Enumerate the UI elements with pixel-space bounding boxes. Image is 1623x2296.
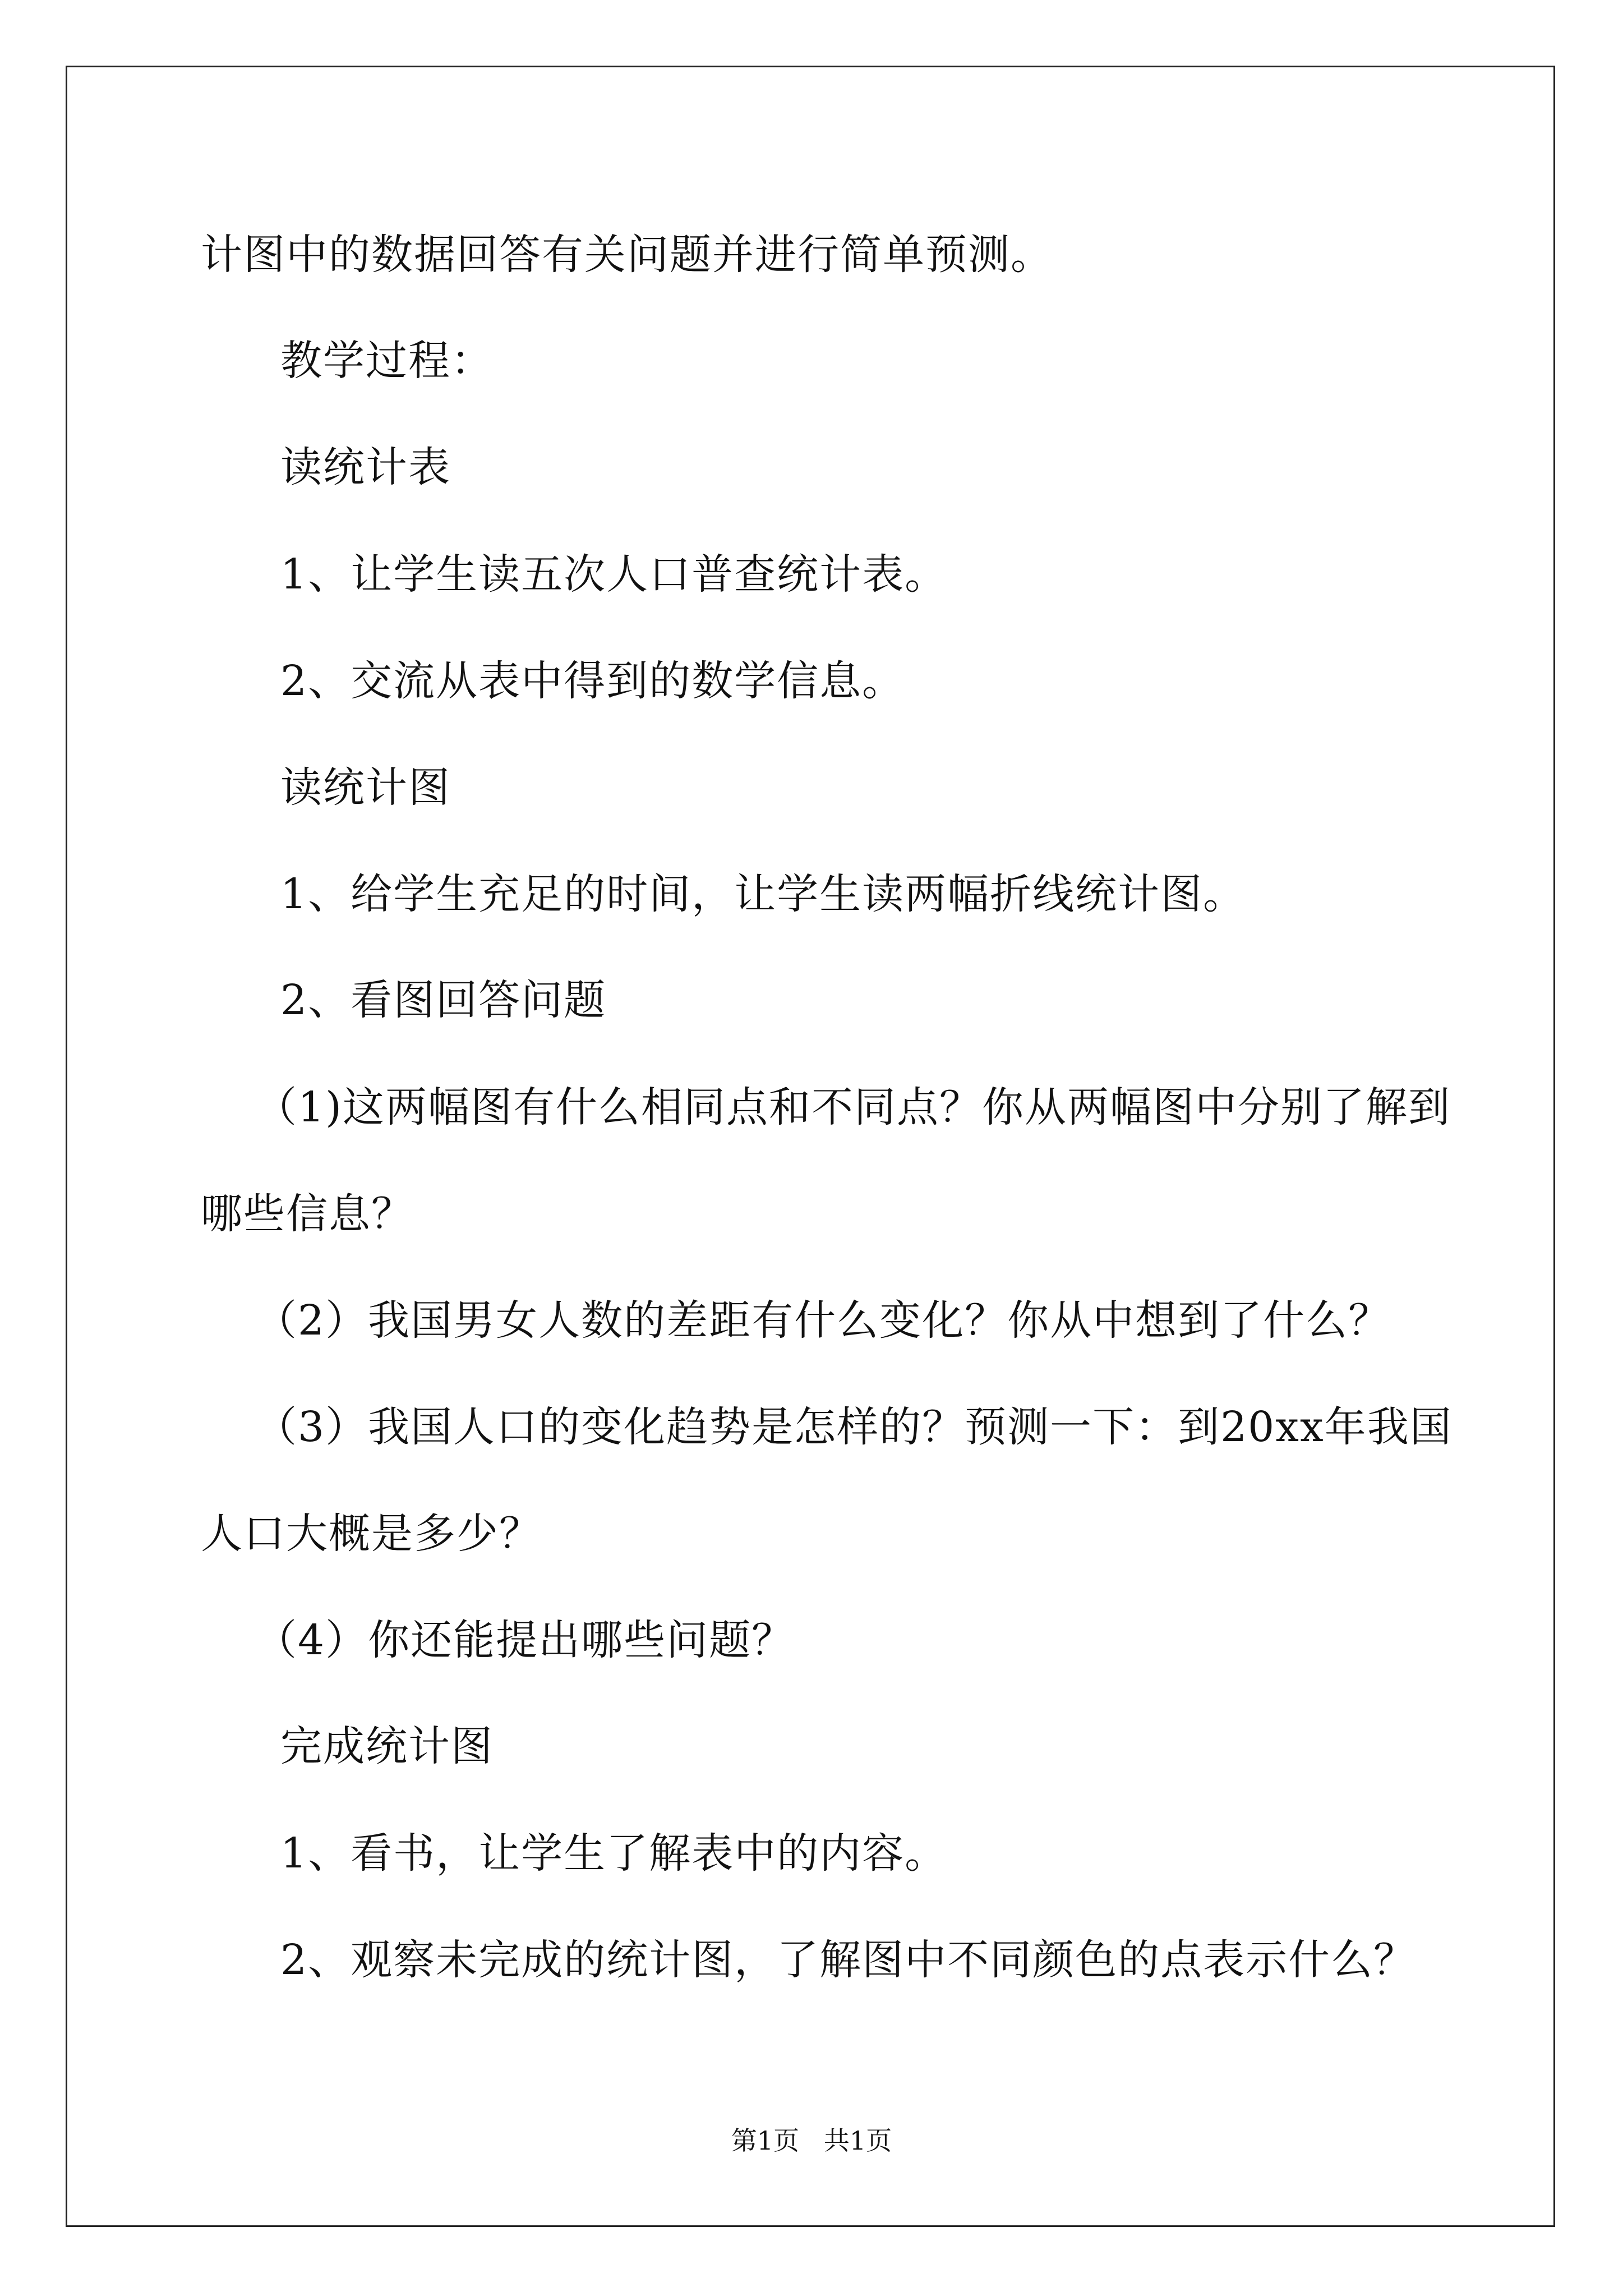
paragraph: 教学过程：: [280, 337, 494, 385]
paragraph: 2、交流从表中得到的数学信息。: [280, 657, 905, 705]
paragraph: 完成统计图: [280, 1722, 494, 1770]
paragraph: （2）我国男女人数的差距有什么变化？你从中想到了什么？: [255, 1296, 1391, 1345]
paragraph: 人口大概是多少？: [201, 1510, 542, 1558]
paragraph: 1、让学生读五次人口普查统计表。: [280, 550, 948, 599]
paragraph: 读统计图: [280, 763, 451, 812]
paragraph: 1、给学生充足的时间，让学生读两幅折线统计图。: [280, 870, 1246, 918]
paragraph: 计图中的数据回答有关问题并进行简单预测。: [201, 231, 1053, 279]
paragraph: 2、看图回答问题: [280, 976, 607, 1024]
paragraph: 1、看书，让学生了解表中的内容。: [280, 1829, 948, 1878]
paragraph: （1)这两幅图有什么相同点和不同点？你从两幅图中分别了解到: [255, 1083, 1451, 1131]
page-footer: 第1页 共1页: [731, 2125, 892, 2156]
paragraph: （4）你还能提出哪些问题？: [255, 1616, 795, 1664]
paragraph: 读统计表: [280, 443, 451, 491]
paragraph: （3）我国人口的变化趋势是怎样的？预测一下：到20xx年我国: [255, 1403, 1453, 1451]
paragraph: 哪些信息？: [201, 1190, 414, 1238]
paragraph: 2、观察未完成的统计图，了解图中不同颜色的点表示什么？: [280, 1936, 1417, 1984]
